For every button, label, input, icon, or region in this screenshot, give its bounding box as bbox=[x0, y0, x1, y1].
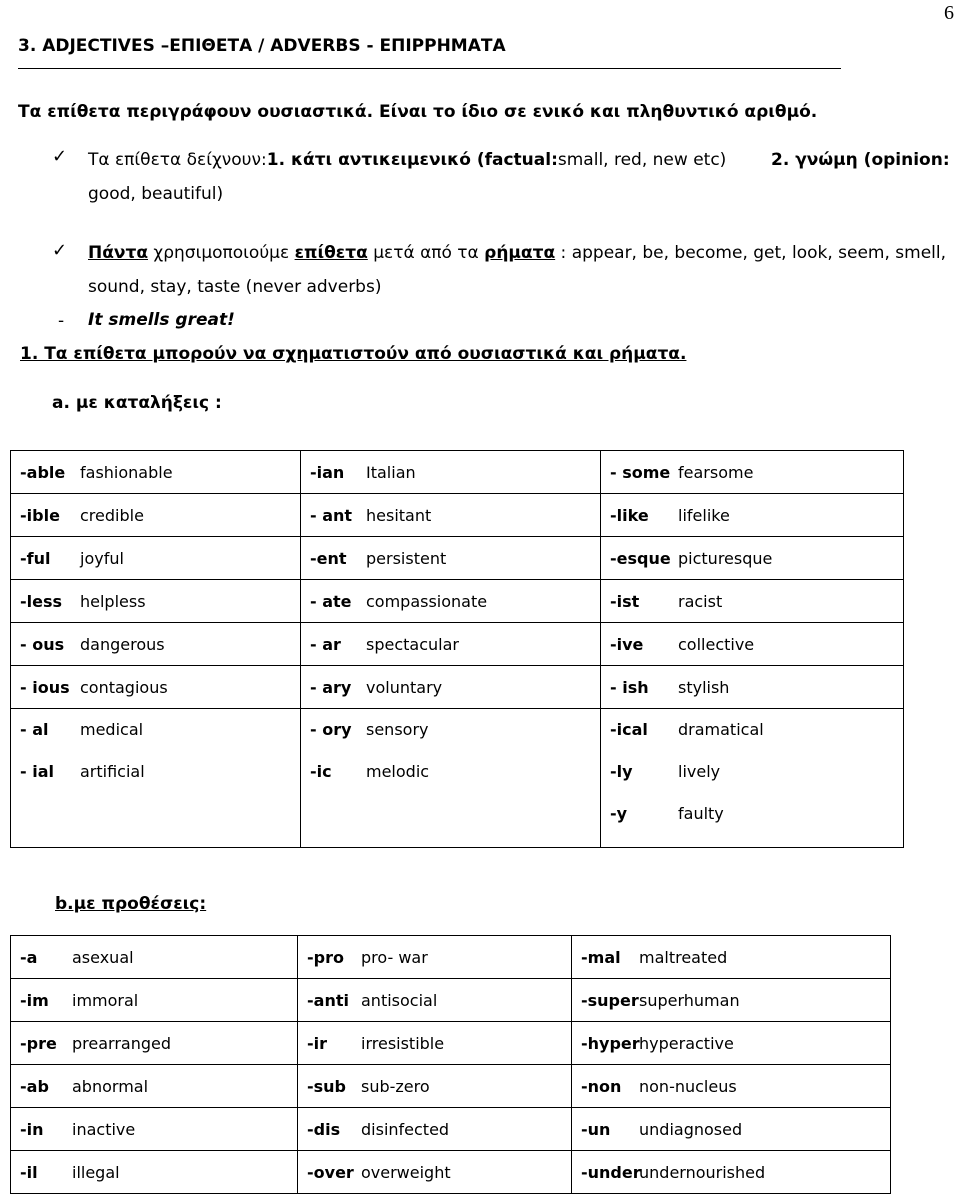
affix: -il bbox=[20, 1162, 38, 1182]
example-word: stylish bbox=[678, 677, 730, 697]
bullet-1-text-d: 2. γνώμη (opinion: bbox=[771, 150, 950, 170]
example-word: sensory bbox=[366, 720, 429, 739]
table-row bbox=[11, 1151, 891, 1194]
intro-text: Τα επίθετα περιγράφουν ουσιαστικά. Είναι το ίδιο σε ενικό και πληθυντικό αριθμό. bbox=[18, 102, 818, 122]
affix-pair bbox=[307, 1034, 444, 1053]
cell-line bbox=[310, 721, 600, 763]
affix-pair bbox=[20, 948, 134, 967]
example-word: contagious bbox=[80, 677, 168, 697]
table-cell bbox=[301, 580, 601, 623]
affix-pair bbox=[310, 678, 442, 697]
affix-pair bbox=[20, 549, 124, 568]
affix: -ab bbox=[20, 1076, 49, 1096]
affix: -a bbox=[20, 947, 38, 967]
affix: -ist bbox=[610, 591, 640, 611]
affix: -able bbox=[20, 462, 66, 482]
table-cell bbox=[572, 979, 891, 1022]
bullet-2-text-g: sound, stay, taste (never adverbs) bbox=[88, 277, 382, 297]
example-word: disinfected bbox=[361, 1119, 450, 1139]
example-word: compassionate bbox=[366, 591, 488, 611]
cell-line bbox=[20, 763, 300, 805]
affix: -y bbox=[610, 804, 628, 823]
affix: -mal bbox=[581, 947, 621, 967]
example-word: dangerous bbox=[80, 634, 165, 654]
affix: -ly bbox=[610, 762, 633, 781]
checkmark-icon: ✓ bbox=[52, 240, 68, 261]
table-cell bbox=[572, 936, 891, 979]
affix: - ary bbox=[310, 677, 352, 697]
example-word: lively bbox=[678, 762, 721, 781]
example-word: fearsome bbox=[678, 462, 754, 482]
example-word: abnormal bbox=[72, 1076, 149, 1096]
example-word: credible bbox=[80, 505, 144, 525]
table-cell bbox=[572, 1151, 891, 1194]
prefix-table bbox=[10, 935, 891, 1194]
example-word: antisocial bbox=[361, 990, 438, 1010]
affix-pair bbox=[610, 635, 754, 654]
table-cell bbox=[11, 623, 301, 666]
affix: -hyper bbox=[581, 1033, 640, 1053]
heading-rule bbox=[18, 68, 841, 69]
example-word: spectacular bbox=[366, 634, 459, 654]
table-cell bbox=[11, 1108, 298, 1151]
table-cell bbox=[572, 1022, 891, 1065]
affix-pair bbox=[307, 991, 437, 1010]
table-cell bbox=[298, 1151, 572, 1194]
example-word: immoral bbox=[72, 990, 139, 1010]
affix: -super bbox=[581, 990, 639, 1010]
affix: -dis bbox=[307, 1119, 341, 1139]
affix-pair bbox=[581, 1077, 737, 1096]
affix-pair bbox=[20, 678, 168, 697]
affix: - ish bbox=[610, 677, 649, 697]
cell-line bbox=[610, 763, 903, 805]
affix: -ic bbox=[310, 762, 332, 781]
affix-pair bbox=[310, 762, 429, 781]
affix-pair bbox=[610, 549, 772, 568]
table-row bbox=[11, 623, 904, 666]
affix: - some bbox=[610, 462, 671, 482]
affix: -ian bbox=[310, 462, 345, 482]
table-cell bbox=[11, 1022, 298, 1065]
example-word: maltreated bbox=[639, 947, 728, 967]
table-cell bbox=[301, 666, 601, 709]
table-row bbox=[11, 936, 891, 979]
example-word: sub-zero bbox=[361, 1076, 430, 1096]
table-cell bbox=[601, 537, 904, 580]
example-word: melodic bbox=[366, 762, 430, 781]
cell-line bbox=[310, 763, 600, 805]
affix-pair bbox=[581, 991, 740, 1010]
example-word: racist bbox=[678, 591, 723, 611]
affix: -ical bbox=[610, 720, 648, 739]
table-cell bbox=[601, 494, 904, 537]
example-sentence: It smells great! bbox=[88, 310, 235, 330]
bullet-2-text-b: χρησιμοποιούμε bbox=[148, 243, 295, 263]
affix-pair bbox=[610, 463, 753, 482]
affix: -pro bbox=[307, 947, 344, 967]
table-cell bbox=[301, 494, 601, 537]
example-word: medical bbox=[80, 720, 144, 739]
affix: -ible bbox=[20, 505, 60, 525]
table-cell bbox=[298, 979, 572, 1022]
cell-line bbox=[610, 721, 903, 763]
cell-line bbox=[20, 721, 300, 763]
example-word: voluntary bbox=[366, 677, 443, 697]
table-cell bbox=[301, 537, 601, 580]
affix: - ous bbox=[20, 634, 65, 654]
affix-pair bbox=[610, 804, 724, 823]
example-word: lifelike bbox=[678, 505, 730, 525]
table-cell bbox=[298, 1108, 572, 1151]
affix-pair bbox=[610, 506, 730, 525]
affix: -esque bbox=[610, 548, 671, 568]
table-cell bbox=[601, 709, 904, 848]
example-word: illegal bbox=[72, 1162, 120, 1182]
affix-pair bbox=[20, 762, 145, 781]
affix-pair bbox=[581, 1034, 734, 1053]
section-1-heading: 1. Τα επίθετα μπορούν να σχηματιστούν από ουσιαστικά και ρήματα. bbox=[20, 344, 687, 364]
bullet-2-text-c: επίθετα bbox=[294, 243, 368, 263]
affix: - ant bbox=[310, 505, 353, 525]
affix-pair bbox=[310, 592, 487, 611]
example-word: irresistible bbox=[361, 1033, 445, 1053]
affix-pair bbox=[581, 948, 727, 967]
example-word: hyperactive bbox=[639, 1033, 734, 1053]
affix-pair bbox=[310, 463, 416, 482]
affix-pair bbox=[20, 506, 144, 525]
bullet-2-text-f: : appear, be, become, get, look, seem, smell, bbox=[555, 243, 947, 263]
table-cell bbox=[11, 580, 301, 623]
affix: -less bbox=[20, 591, 63, 611]
table-cell bbox=[298, 1065, 572, 1108]
affix-pair bbox=[310, 549, 446, 568]
table-row bbox=[11, 1108, 891, 1151]
affix: -ir bbox=[307, 1033, 328, 1053]
affix: -un bbox=[581, 1119, 611, 1139]
affix-pair bbox=[307, 1077, 430, 1096]
affix: -im bbox=[20, 990, 49, 1010]
example-word: asexual bbox=[72, 947, 134, 967]
example-word: helpless bbox=[80, 591, 146, 611]
example-word: pro- war bbox=[361, 947, 428, 967]
affix: -under bbox=[581, 1162, 641, 1182]
example-word: undernourished bbox=[639, 1162, 766, 1182]
affix: - ious bbox=[20, 677, 70, 697]
affix-pair bbox=[310, 506, 431, 525]
affix-pair bbox=[20, 991, 138, 1010]
table-row bbox=[11, 580, 904, 623]
table-cell bbox=[572, 1108, 891, 1151]
affix: - ory bbox=[310, 720, 352, 739]
table-cell bbox=[11, 494, 301, 537]
bullet-2-line-1 bbox=[88, 243, 946, 263]
affix-pair bbox=[610, 678, 729, 697]
table-cell bbox=[11, 979, 298, 1022]
affix-pair bbox=[610, 762, 720, 781]
table-cell bbox=[11, 709, 301, 848]
table-row bbox=[11, 1022, 891, 1065]
example-word: dramatical bbox=[678, 720, 764, 739]
affix-pair bbox=[307, 1163, 451, 1182]
affix: -over bbox=[307, 1162, 354, 1182]
suffix-table bbox=[10, 450, 904, 848]
affix: -ive bbox=[610, 634, 644, 654]
table-row bbox=[11, 451, 904, 494]
checkmark-icon: ✓ bbox=[52, 146, 68, 167]
table-cell bbox=[301, 451, 601, 494]
example-word: artificial bbox=[80, 762, 145, 781]
example-word: hesitant bbox=[366, 505, 432, 525]
subheading-suffixes: a. με καταλήξεις : bbox=[52, 393, 222, 413]
table-cell bbox=[11, 666, 301, 709]
table-cell bbox=[11, 1065, 298, 1108]
affix: - ate bbox=[310, 591, 352, 611]
affix: - al bbox=[20, 720, 49, 739]
affix: -anti bbox=[307, 990, 349, 1010]
example-word: Italian bbox=[366, 462, 416, 482]
bullet-2-text-d: μετά από τα bbox=[367, 243, 485, 263]
table-cell bbox=[11, 451, 301, 494]
table-cell bbox=[601, 623, 904, 666]
bullet-1-text-a: Τα επίθετα δείχνουν: bbox=[88, 150, 267, 170]
affix-pair bbox=[20, 1120, 135, 1139]
example-word: non-nucleus bbox=[639, 1076, 737, 1096]
cell-line bbox=[610, 805, 903, 847]
table-cell bbox=[11, 936, 298, 979]
example-word: picturesque bbox=[678, 548, 773, 568]
bullet-1-text-e: good, beautiful) bbox=[88, 184, 224, 204]
table-row bbox=[11, 494, 904, 537]
affix: -ent bbox=[310, 548, 347, 568]
example-word: joyful bbox=[80, 548, 124, 568]
table-cell bbox=[301, 709, 601, 848]
table-row bbox=[11, 1065, 891, 1108]
affix-pair bbox=[307, 948, 428, 967]
table-row bbox=[11, 979, 891, 1022]
affix-pair bbox=[20, 463, 173, 482]
dash-marker: - bbox=[58, 311, 65, 331]
example-word: superhuman bbox=[639, 990, 740, 1010]
affix: -like bbox=[610, 505, 649, 525]
table-row bbox=[11, 709, 904, 848]
affix: -sub bbox=[307, 1076, 347, 1096]
table-row bbox=[11, 537, 904, 580]
section-heading: 3. ADJECTIVES –ΕΠΙΘΕΤΑ / ADVERBS - ΕΠΙΡΡΗΜΑΤΑ bbox=[18, 36, 506, 56]
affix-pair bbox=[20, 592, 146, 611]
affix: -in bbox=[20, 1119, 44, 1139]
affix-pair bbox=[581, 1120, 742, 1139]
example-word: overweight bbox=[361, 1162, 451, 1182]
affix: - ar bbox=[310, 634, 341, 654]
subheading-prefixes: b.με προθέσεις: bbox=[55, 894, 207, 914]
bullet-1-text-c: small, red, new etc) bbox=[557, 150, 727, 170]
affix-pair bbox=[20, 1034, 171, 1053]
table-cell bbox=[601, 666, 904, 709]
affix-pair bbox=[610, 592, 722, 611]
table-cell bbox=[298, 936, 572, 979]
affix-pair bbox=[610, 720, 764, 739]
affix-pair bbox=[307, 1120, 449, 1139]
table-cell bbox=[601, 580, 904, 623]
example-word: inactive bbox=[72, 1119, 136, 1139]
example-word: faulty bbox=[678, 804, 724, 823]
affix: - ial bbox=[20, 762, 54, 781]
table-cell bbox=[572, 1065, 891, 1108]
table-cell bbox=[601, 451, 904, 494]
bullet-1-line-1 bbox=[88, 150, 726, 170]
bullet-2-text-e: ρήματα bbox=[484, 243, 556, 263]
affix-pair bbox=[20, 1163, 120, 1182]
example-word: collective bbox=[678, 634, 755, 654]
affix: -ful bbox=[20, 548, 51, 568]
example-word: persistent bbox=[366, 548, 447, 568]
affix: -non bbox=[581, 1076, 622, 1096]
table-cell bbox=[11, 1151, 298, 1194]
table-cell bbox=[301, 623, 601, 666]
example-word: prearranged bbox=[72, 1033, 172, 1053]
affix: -pre bbox=[20, 1033, 57, 1053]
example-word: fashionable bbox=[80, 462, 173, 482]
table-row bbox=[11, 666, 904, 709]
affix-pair bbox=[581, 1163, 765, 1182]
affix-pair bbox=[20, 635, 165, 654]
affix-pair bbox=[20, 1077, 148, 1096]
bullet-2-text-a: Πάντα bbox=[88, 243, 149, 263]
example-word: undiagnosed bbox=[639, 1119, 743, 1139]
page-number: 6 bbox=[944, 2, 954, 24]
affix-pair bbox=[310, 635, 459, 654]
table-cell bbox=[298, 1022, 572, 1065]
affix-pair bbox=[310, 720, 429, 739]
table-cell bbox=[11, 537, 301, 580]
affix-pair bbox=[20, 720, 143, 739]
bullet-1-text-b: 1. κάτι αντικειμενικό (factual: bbox=[266, 150, 558, 170]
